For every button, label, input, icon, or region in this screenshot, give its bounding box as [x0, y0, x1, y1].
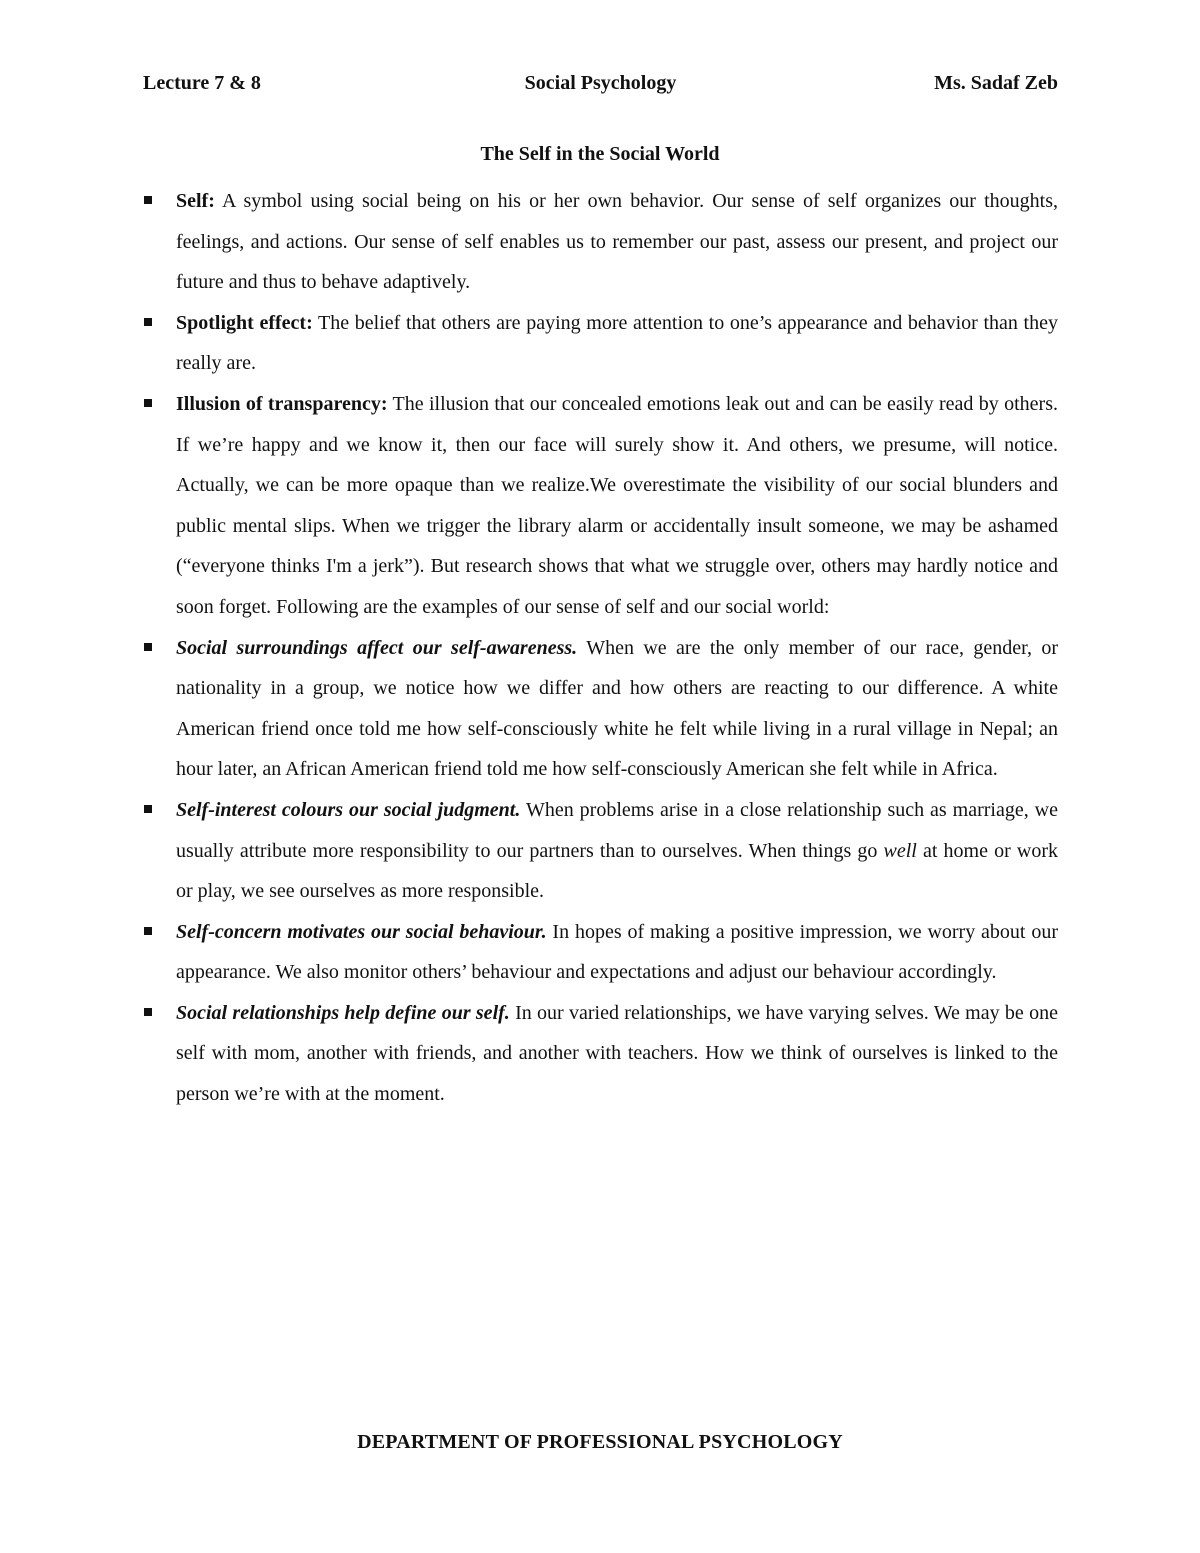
item-text: A symbol using social being on his or her own behavior. Our sense of self organizes our thoughts, feelings, and actions. Our sense of self enables us to remember our past, assess our present, and project our future and thus to behave adaptively. [176, 190, 1058, 294]
item-emphasis: well [883, 839, 917, 862]
page-footer: DEPARTMENT OF PROFESSIONAL PSYCHOLOGY [357, 1431, 843, 1453]
square-bullet-icon [144, 1008, 152, 1016]
document-title: The Self in the Social World [480, 143, 720, 165]
square-bullet-icon [144, 196, 152, 204]
square-bullet-icon [144, 399, 152, 407]
item-text: When we are the only member of our race, gender, or nationality in a group, we notice how we differ and how others are reacting to our difference. A white American friend once told me how self-consciously white he felt while living in a rural village in Nepal; an hour later, an African American friend told me how self-consciously American she felt while in Africa. [176, 636, 1059, 781]
item-text: The belief that others are paying more attention to one’s appearance and behavior than they really are. [176, 311, 1058, 375]
page-header [143, 72, 1058, 100]
list-item [176, 790, 1058, 912]
lecture-number: Lecture 7 & 8 [143, 72, 261, 94]
concept-list [176, 181, 1058, 1115]
item-term: Illusion of transparency: [176, 392, 388, 415]
square-bullet-icon [144, 318, 152, 326]
square-bullet-icon [144, 643, 152, 651]
item-term: Self-concern motivates our social behaviour. [176, 920, 547, 943]
item-term: Self: [176, 190, 215, 212]
item-term: Social surroundings affect our self-awareness. [176, 636, 578, 659]
item-term: Spotlight effect: [176, 311, 313, 334]
list-item [176, 628, 1058, 790]
course-title: Social Psychology [524, 72, 677, 94]
item-term: Self-interest colours our social judgment. [176, 798, 521, 821]
list-item [176, 303, 1058, 384]
instructor-name: Ms. Sadaf Zeb [934, 72, 1058, 94]
item-text: at home or work or play, we see ourselves as more responsible. [176, 839, 1059, 903]
square-bullet-icon [144, 805, 152, 813]
item-text: The illusion that our concealed emotions leak out and can be easily read by others. If we’re happy and we know it, then our face will surely show it. And others, we presume, will notice. Actually, we can be more opaque than we realize.We overestimate the visibility of our social blunders and public mental slips. When we trigger the library alarm or accidentally insult someone, we may be ashamed (“everyone thinks I'm a jerk”). But research shows that what we struggle over, others may hardly notice and soon forget. Following are the examples of our sense of self and our social world: [176, 392, 1058, 618]
list-item [176, 384, 1058, 628]
item-term: Social relationships help define our self. [176, 1001, 510, 1024]
item-text: When problems arise in a close relationship such as marriage, we usually attribute more responsibility to our partners than to ourselves. When things go [176, 798, 1058, 862]
item-text: In hopes of making a positive impression, we worry about our appearance. We also monitor others’ behaviour and expectations and adjust our behaviour accordingly. [176, 920, 1058, 984]
item-text: In our varied relationships, we have varying selves. We may be one self with mom, another with friends, and another with teachers. How we think of ourselves is linked to the person we’re with at the moment. [176, 1001, 1058, 1106]
list-item [176, 993, 1058, 1115]
list-item [176, 181, 1058, 303]
square-bullet-icon [144, 927, 152, 935]
list-item [176, 912, 1058, 993]
